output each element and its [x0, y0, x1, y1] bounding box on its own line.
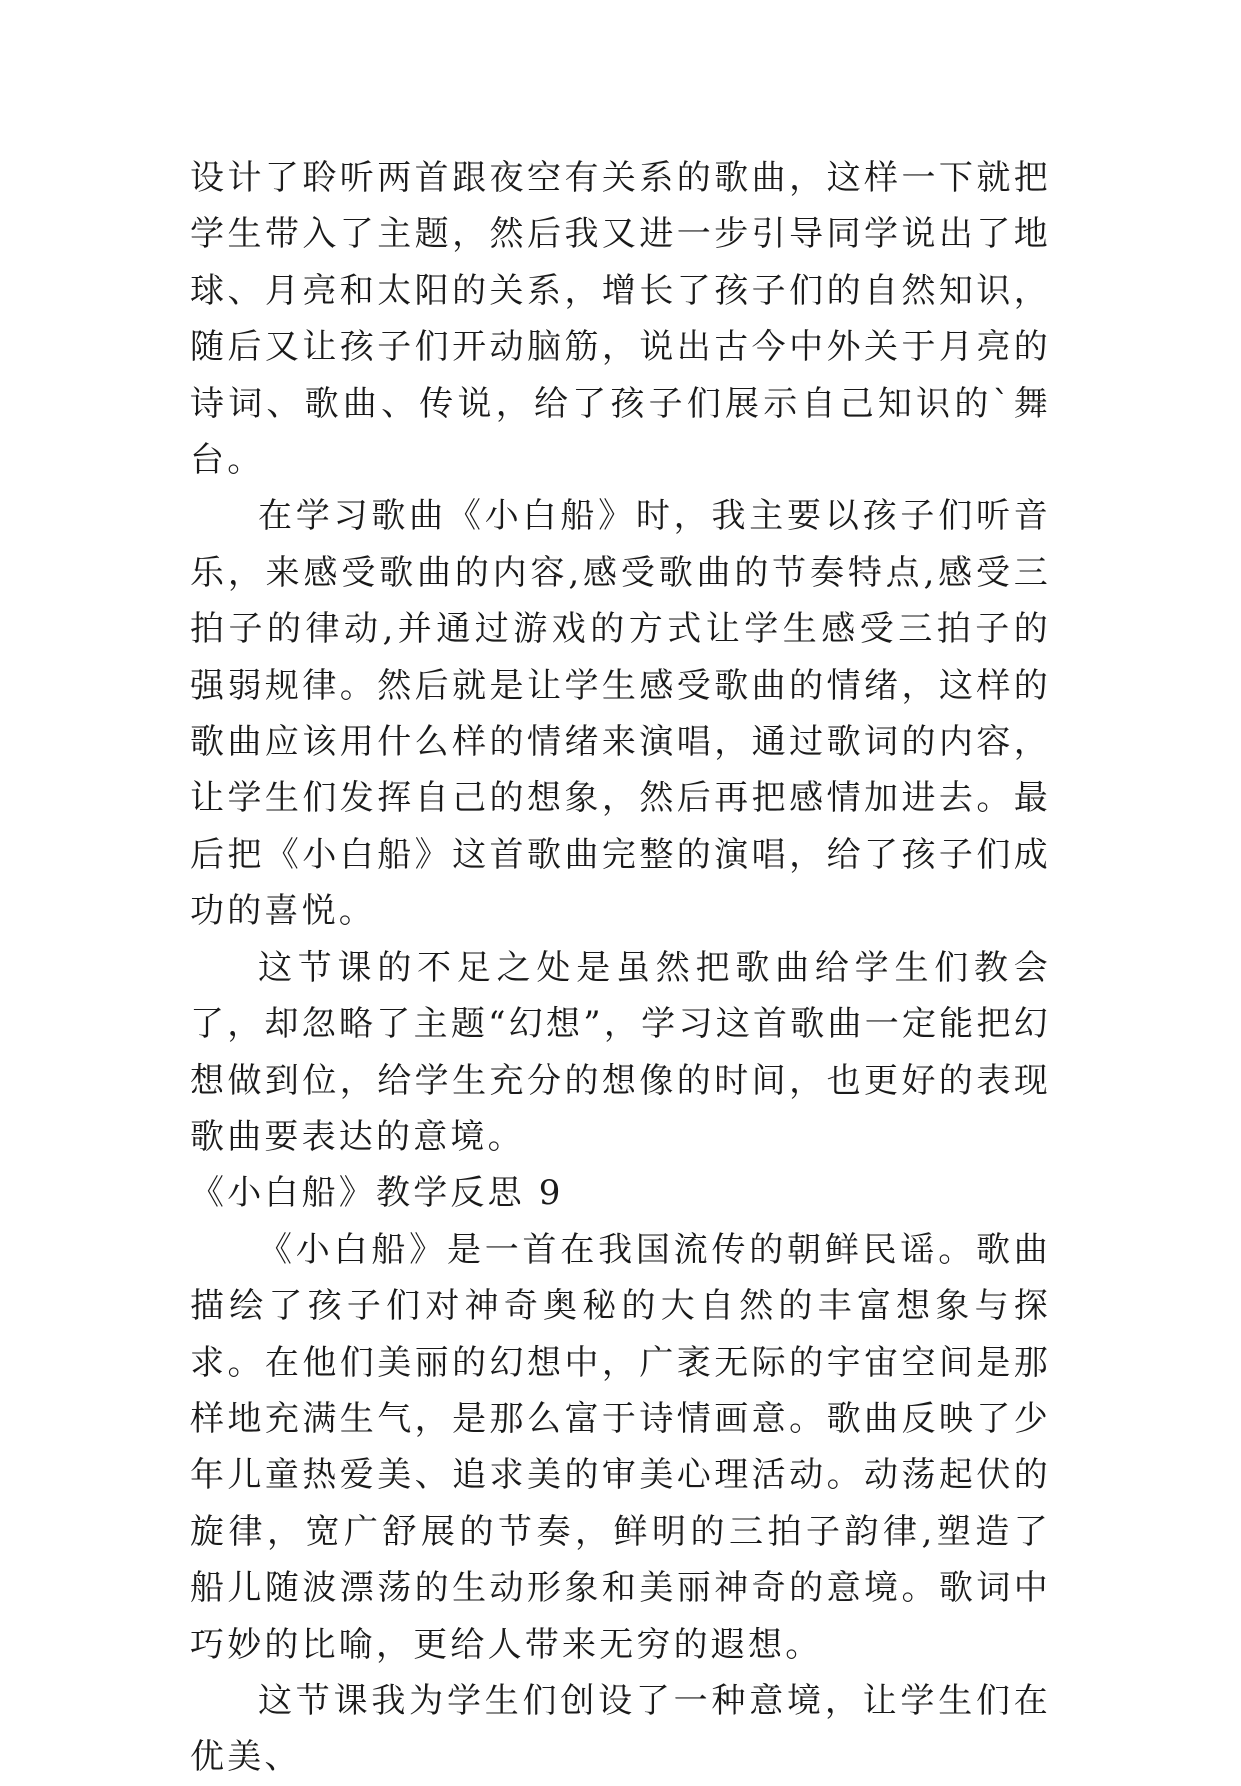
paragraph-2: 在学习歌曲《小白船》时，我主要以孩子们听音乐，来感受歌曲的内容,感受歌曲的节奏特点,感受三拍子的律动,并通过游戏的方式让学生感受三拍子的强弱规律。然后就是让学生感受歌曲的情绪，这样的歌曲应该用什么样的情绪来演唱，通过歌词的内容，让学生们发挥自己的想象，然后再把感情加进去。最后把《小白船》这首歌曲完整的演唱，给了孩子们成功的喜悦。	[190, 496, 1051, 932]
paragraph-4: 《小白船》是一首在我国流传的朝鲜民谣。歌曲描绘了孩子们对神奇奥秘的大自然的丰富想象与探求。在他们美丽的幻想中，广袤无际的宇宙空间是那样地充满生气，是那么富于诗情画意。歌曲反映了少年儿童热爱美、追求美的审美心理活动。动荡起伏的旋律，宽广舒展的节奏，鲜明的三拍子韵律,塑造了船儿随波漂荡的生动形象和美丽神奇的意境。歌词中巧妙的比喻，更给人带来无穷的遐想。	[190, 1229, 1051, 1665]
paragraph-3: 这节课的不足之处是虽然把歌曲给学生们教会了，却忽略了主题“幻想”，学习这首歌曲一定能把幻想做到位，给学生充分的想像的时间，也更好的表现歌曲要表达的意境。	[190, 947, 1051, 1157]
paragraph-5: 这节课我为学生们创设了一种意境，让学生们在优美、	[190, 1680, 1051, 1778]
document-body	[190, 150, 1051, 1786]
paragraph-1: 设计了聆听两首跟夜空有关系的歌曲，这样一下就把学生带入了主题，然后我又进一步引导同学说出了地球、月亮和太阳的关系，增长了孩子们的自然知识，随后又让孩子们开动脑筋，说出古今中外关于月亮的诗词、歌曲、传说，给了孩子们展示自己知识的`舞台。	[190, 158, 1051, 481]
section-heading: 《小白船》教学反思 9	[190, 1173, 564, 1214]
